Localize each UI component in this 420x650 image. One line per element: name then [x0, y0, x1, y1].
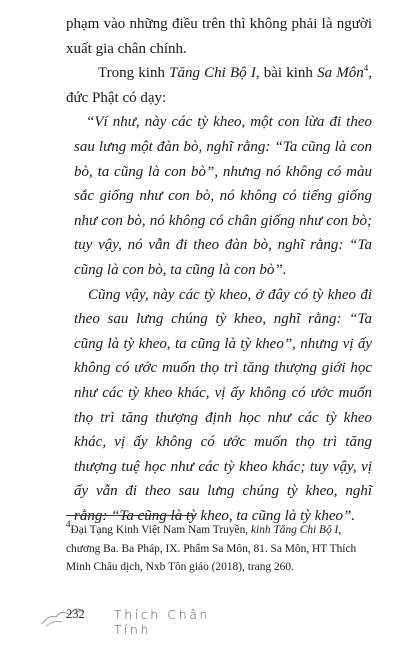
page-number: 232 — [66, 607, 85, 621]
footnote-number: 4 — [66, 519, 71, 529]
footnote-text-a: Đại Tạng Kinh Việt Nam Nam Truyền, — [70, 524, 251, 536]
intro-text-a: Trong kinh — [98, 65, 170, 82]
sutta-quote — [66, 110, 372, 528]
quote-paragraph-1: “Ví như, này các tỳ kheo, một con lừa đi theo sau lưng một đàn bò, nghĩ rằng: “Ta cũng là con bò, ta cũng là con bò”, nhưng nó không có màu sắc giống như con bò, nó không có tiếng giống như con bò, nó không có chân giống như con bò; tuy vậy, nó vẫn đi theo đàn bò, nghĩ rằng: “Ta cũng là con bò, ta cũng là con bò”. — [74, 114, 372, 278]
footnote-divider — [66, 515, 196, 516]
sutta-title: Sa Môn — [317, 65, 364, 82]
footnote — [66, 521, 372, 577]
footnote-text-b: , chương Ba. Ba Pháp, IX. Phẩm Sa Môn, 81. Sa Môn, HT Thích Minh Châu dịch, Nxb Tôn giáo (2018), trang 260. — [66, 524, 357, 573]
footnote-book-title: kinh Tăng Chi Bộ I — [251, 524, 339, 536]
footer-author: Thích Chân Tính — [114, 607, 211, 637]
footnote-ref: 4 — [363, 63, 369, 74]
book-title: Tăng Chi Bộ I — [169, 65, 256, 82]
main-text — [66, 12, 372, 528]
intro-text-b: , bài kinh — [255, 65, 318, 82]
paragraph-intro — [66, 61, 372, 110]
paragraph-continuation: phạm vào những điều trên thì không phải là người xuất gia chân chính. — [66, 16, 372, 57]
intro-text-c: , đức Phật có dạy: — [66, 65, 372, 106]
page-footer — [40, 600, 240, 637]
quote-paragraph-2: Cũng vậy, này các tỳ kheo, ở đây có tỳ kheo đi theo sau lưng chúng tỳ kheo, nghĩ rằng: “Ta cũng là tỳ kheo, ta cũng là tỳ kheo”, nhưng vị ấy không có ước muốn thọ trì tăng thượng giới học như các tỳ kheo khác, vị ấy không có ước muốn thọ trì tăng thượng định học như các tỳ kheo khác, vị ấy không có ước muốn thọ trì tăng thượng tuệ học như các tỳ kheo khác; tuy vậy, vị ấy vẫn đi theo sau lưng chúng tỳ kheo, nghĩ rằng: “Ta cũng là tỳ kheo, ta cũng là tỳ kheo”. — [74, 286, 372, 524]
